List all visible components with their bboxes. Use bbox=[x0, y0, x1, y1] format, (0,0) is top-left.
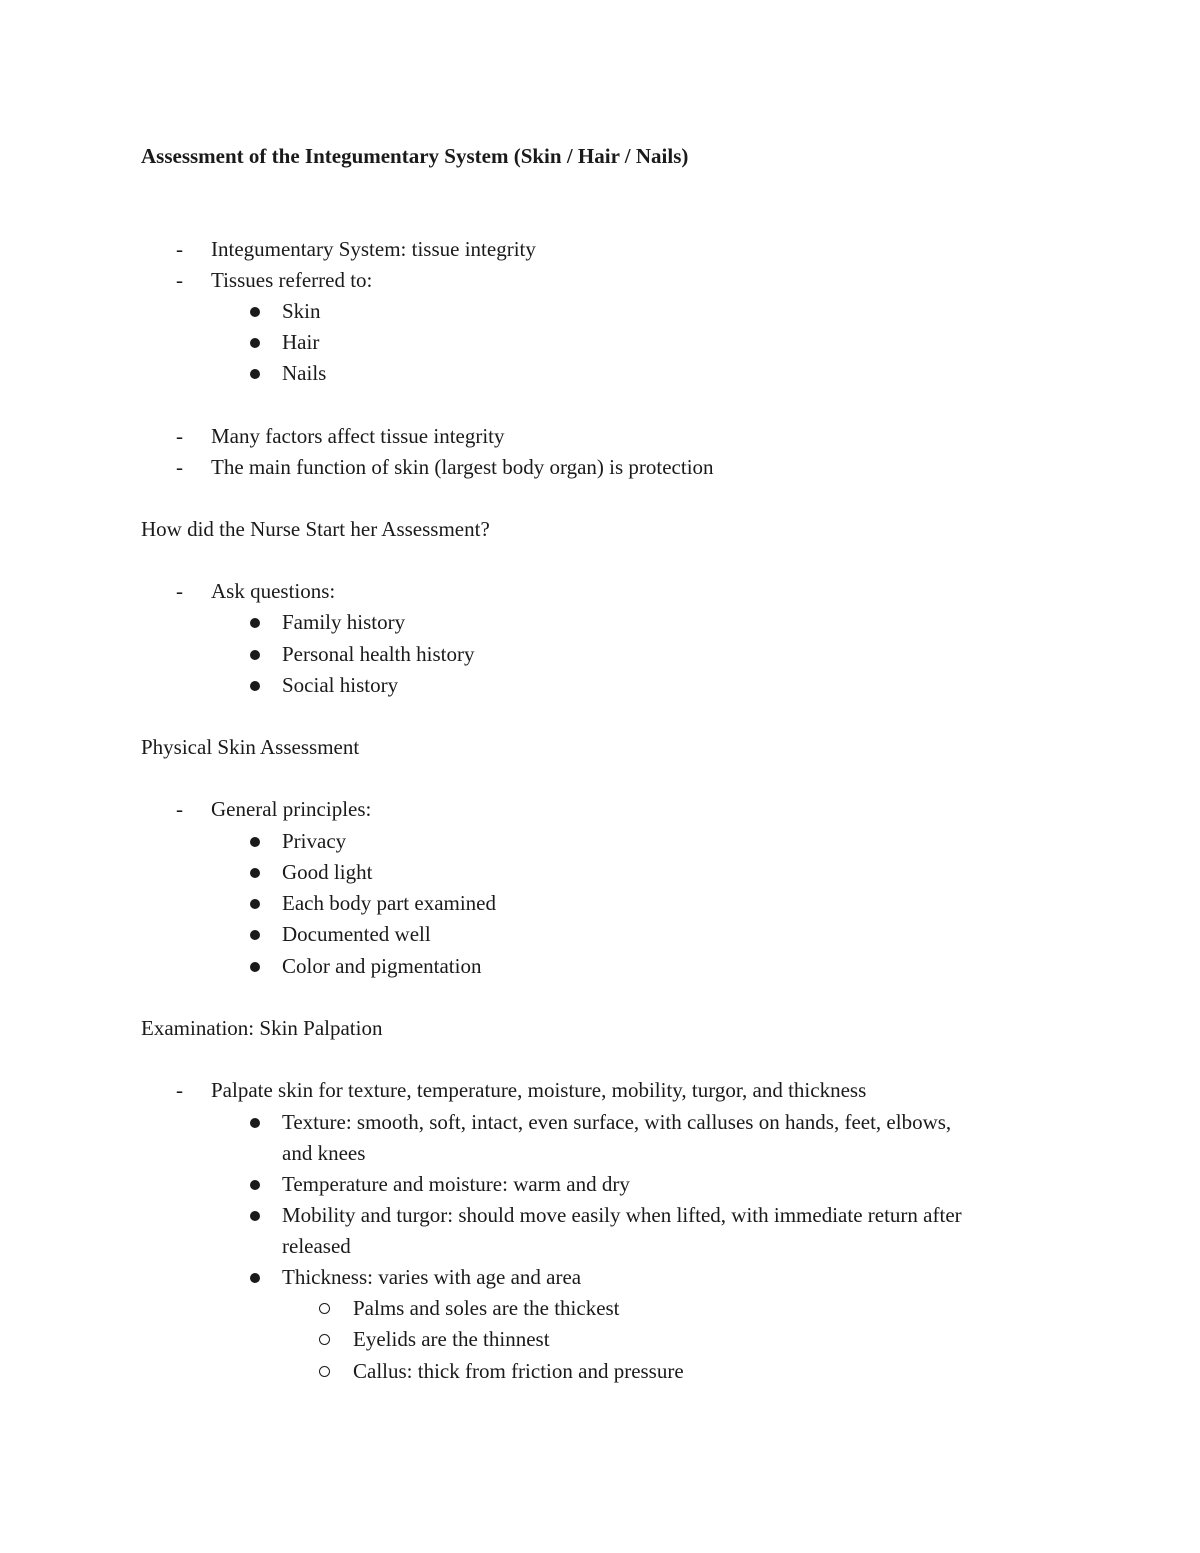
bullet-icon bbox=[250, 962, 260, 972]
list-item: Nails bbox=[282, 361, 327, 385]
list-item: Family history bbox=[282, 610, 406, 634]
list-item: General principles: bbox=[211, 797, 372, 821]
list-item: Privacy bbox=[282, 829, 347, 853]
list-item-continuation: and knees bbox=[282, 1141, 366, 1165]
bullet-icon bbox=[250, 618, 260, 628]
list-item: The main function of skin (largest body organ) is protection bbox=[211, 455, 714, 479]
section-heading: Examination: Skin Palpation bbox=[141, 1016, 383, 1040]
bullet-icon bbox=[250, 650, 260, 660]
sub-list-item: Palms and soles are the thickest bbox=[353, 1296, 620, 1320]
list-item: Personal health history bbox=[282, 642, 475, 666]
bullet-icon bbox=[250, 1211, 260, 1221]
sub-list-item: Eyelids are the thinnest bbox=[353, 1327, 550, 1351]
bullet-icon bbox=[250, 681, 260, 691]
bullet-icon bbox=[250, 1118, 260, 1128]
bullet-icon bbox=[250, 307, 260, 317]
list-item: Documented well bbox=[282, 922, 431, 946]
list-item: Mobility and turgor: should move easily when lifted, with immediate return after bbox=[282, 1203, 962, 1227]
dash-marker: - bbox=[176, 237, 183, 261]
list-item: Texture: smooth, soft, intact, even surface, with calluses on hands, feet, elbows, bbox=[282, 1110, 952, 1134]
dash-marker: - bbox=[176, 1078, 183, 1102]
list-item: Good light bbox=[282, 860, 373, 884]
dash-marker: - bbox=[176, 579, 183, 603]
bullet-icon bbox=[250, 930, 260, 940]
list-item: Temperature and moisture: warm and dry bbox=[282, 1172, 630, 1196]
dash-marker: - bbox=[176, 797, 183, 821]
sub-list-item: Callus: thick from friction and pressure bbox=[353, 1359, 684, 1383]
hollow-bullet-icon bbox=[319, 1303, 330, 1314]
section-heading: How did the Nurse Start her Assessment? bbox=[141, 517, 490, 541]
list-item: Thickness: varies with age and area bbox=[282, 1265, 582, 1289]
list-item: Integumentary System: tissue integrity bbox=[211, 237, 536, 261]
list-item: Hair bbox=[282, 330, 320, 354]
bullet-icon bbox=[250, 868, 260, 878]
dash-marker: - bbox=[176, 455, 183, 479]
bullet-icon bbox=[250, 338, 260, 348]
document-title: Assessment of the Integumentary System (Skin / Hair / Nails) bbox=[141, 144, 689, 168]
bullet-icon bbox=[250, 1180, 260, 1190]
list-item: Ask questions: bbox=[211, 579, 336, 603]
bullet-icon bbox=[250, 899, 260, 909]
list-item: Palpate skin for texture, temperature, moisture, mobility, turgor, and thickness bbox=[211, 1078, 867, 1102]
hollow-bullet-icon bbox=[319, 1334, 330, 1345]
bullet-icon bbox=[250, 837, 260, 847]
bullet-icon bbox=[250, 1273, 260, 1283]
list-item: Skin bbox=[282, 299, 321, 323]
dash-marker: - bbox=[176, 268, 183, 292]
list-item: Color and pigmentation bbox=[282, 954, 482, 978]
bullet-icon bbox=[250, 369, 260, 379]
list-item: Social history bbox=[282, 673, 399, 697]
list-item: Tissues referred to: bbox=[211, 268, 373, 292]
list-item: Many factors affect tissue integrity bbox=[211, 424, 505, 448]
list-item: Each body part examined bbox=[282, 891, 496, 915]
dash-marker: - bbox=[176, 424, 183, 448]
section-heading: Physical Skin Assessment bbox=[141, 735, 360, 759]
hollow-bullet-icon bbox=[319, 1366, 330, 1377]
list-item-continuation: released bbox=[282, 1234, 351, 1258]
